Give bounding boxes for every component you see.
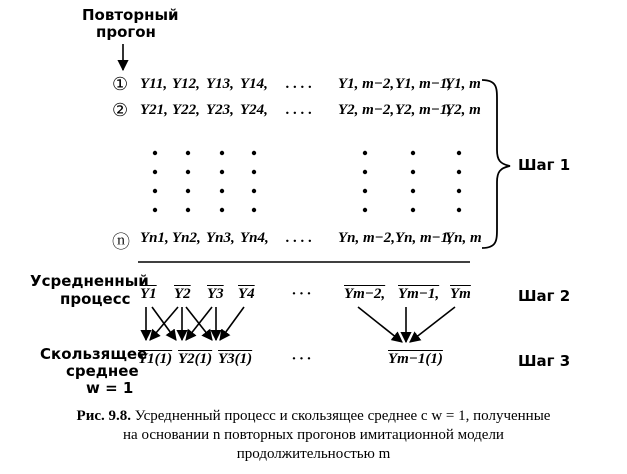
averaged-ym-1: Ym−1,: [398, 286, 440, 302]
moving-average-arrows: [146, 307, 455, 342]
cell-r1-c2: Y12,: [172, 76, 200, 92]
cell-r1-c7: Y1, m: [445, 76, 481, 92]
cell-r2-c4: Y24,: [240, 102, 268, 118]
cell-r2-c2: Y22,: [172, 102, 200, 118]
cell-rn-c5: Yn, m−2,: [338, 230, 396, 246]
cell-r1-c3: Y13,: [206, 76, 234, 92]
averaged-dots: · · ·: [292, 286, 311, 302]
averaged-process-label-line2: процесс: [60, 290, 131, 308]
step-1-label: Шаг 1: [518, 156, 571, 174]
cell-r1-c5: Y1, m−2,: [338, 76, 395, 92]
cell-r1-c6: Y1, m−1,: [395, 76, 452, 92]
moving-y3: Y3(1): [218, 351, 253, 367]
repeat-run-label-line1: Повторный: [82, 6, 179, 24]
repeat-run-label-line2: прогон: [96, 23, 156, 41]
moving-y1: Y1(1): [138, 351, 173, 367]
cell-r1-dots: . . . .: [286, 76, 313, 92]
cell-r2-c7: Y2, m: [445, 102, 481, 118]
caption-prefix: Рис. 9.8.: [76, 408, 131, 424]
cell-rn-c2: Yn2,: [172, 230, 201, 246]
averaged-y2: Y2: [174, 286, 191, 302]
step1-brace: [482, 80, 510, 248]
moving-y2: Y2(1): [178, 351, 213, 367]
cell-rn-c6: Yn, m−1,: [395, 230, 453, 246]
moving-dots: · · ·: [292, 351, 311, 367]
cell-r2-c5: Y2, m−2,: [338, 102, 395, 118]
averaged-ym: $\overline{Ym}$: [450, 286, 471, 302]
cell-r2-c3: Y23,: [206, 102, 234, 118]
averaged-process-label-line1: Усредненный: [30, 272, 149, 290]
averaged-y1: Y1: [140, 286, 157, 302]
run-marker-2: ②: [112, 100, 129, 121]
cell-rn-c1: Yn1,: [140, 230, 169, 246]
step-2-label: Шаг 2: [518, 287, 571, 305]
averaged-ym-2: Ym−2,: [344, 286, 386, 302]
cell-rn-dots: . . . .: [286, 230, 313, 246]
cell-rn-c4: Yn4,: [240, 230, 269, 246]
caption-line3: продолжительностью m: [236, 446, 391, 462]
cell-r2-c6: Y2, m−1,: [395, 102, 452, 118]
cell-r1-c1: Y11,: [140, 76, 168, 92]
cell-r2-dots: . . . .: [286, 102, 313, 118]
moving-average-label-line3: w = 1: [86, 379, 134, 397]
cell-r1-c4: Y14,: [240, 76, 268, 92]
vertical-ellipsis-dots: [153, 151, 461, 212]
step-3-label: Шаг 3: [518, 352, 571, 370]
caption-line1: [0, 408, 627, 425]
cell-r2-c1: Y21,: [140, 102, 168, 118]
moving-average-label-line2: среднее: [66, 362, 139, 380]
run-marker-n: ⓝ: [112, 232, 130, 253]
averaged-y4: Y4: [238, 286, 255, 302]
moving-ym-1: Ym−1(1): [388, 351, 443, 367]
moving-average-label-line1: Скользящее: [40, 345, 148, 363]
caption-text-line1: Усредненный процесс и скользящее среднее с w = 1, полученные: [134, 408, 551, 424]
averaged-y3: Y3: [207, 286, 224, 302]
caption-line2: на основании n повторных прогонов имитационной модели: [123, 427, 504, 443]
run-marker-1: ①: [112, 74, 129, 95]
cell-rn-c7: Yn, m: [445, 230, 482, 246]
cell-rn-c3: Yn3,: [206, 230, 235, 246]
